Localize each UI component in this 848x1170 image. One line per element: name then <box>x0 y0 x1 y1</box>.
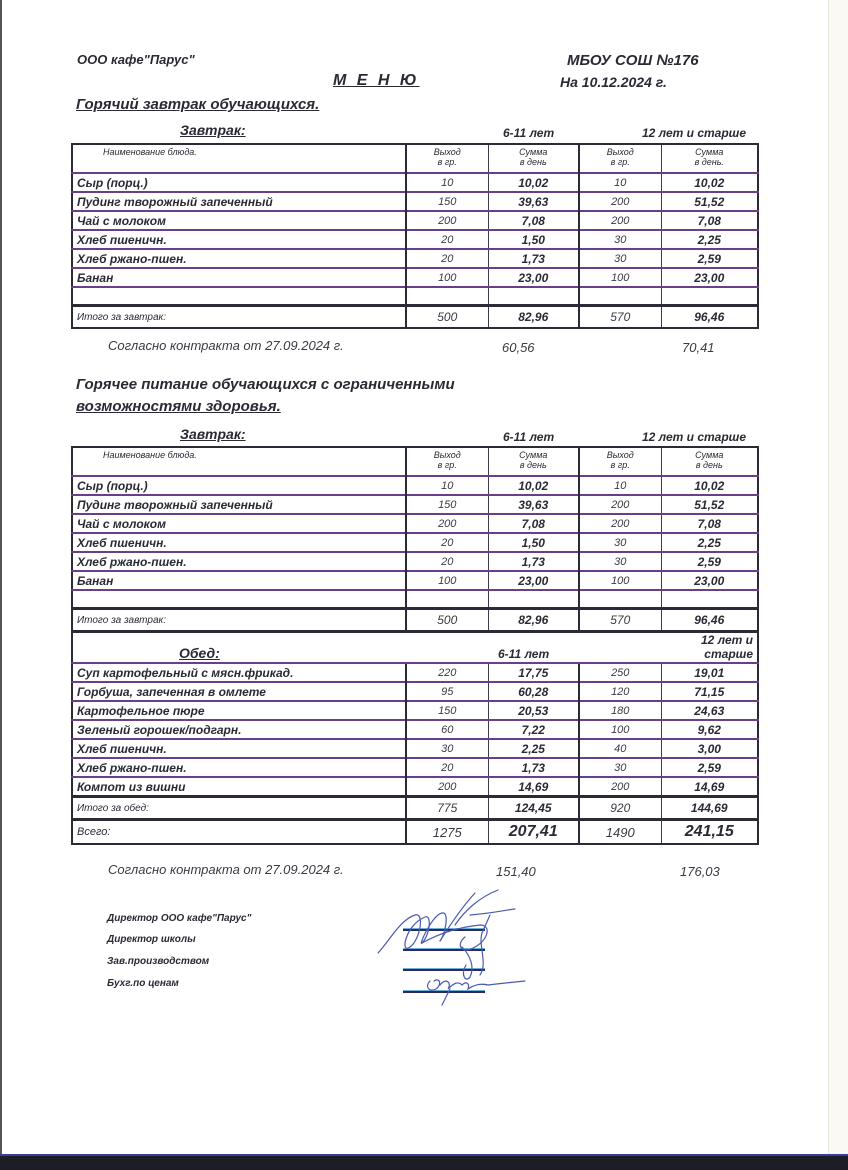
table-row-empty <box>72 287 758 306</box>
col-sum-young: Сумма в день <box>488 144 579 173</box>
age-group-young: 6-11 лет <box>503 126 555 140</box>
table-row: Банан 100 23,00 100 23,00 <box>72 571 758 590</box>
signature-label-production-head: Зав.производством <box>107 956 210 967</box>
table-row: Хлеб ржано-пшен. 20 1,73 30 2,59 <box>72 552 758 571</box>
signature-label-school-director: Директор школы <box>107 934 196 945</box>
page-title: М Е Н Ю <box>333 72 420 89</box>
age-group-older: 12 лет и старше <box>642 126 747 140</box>
total-row: Итого за обед: 775 124,45 920 144,69 <box>72 797 758 820</box>
table-row: Сыр (порц.) 10 10,02 10 10,02 <box>72 476 758 495</box>
table-row: Банан 100 23,00 100 23,00 <box>72 268 758 287</box>
col-yield-young: Выход в гр. <box>406 144 488 173</box>
col-yield-older: Выход в гр. <box>579 144 661 173</box>
contract-value-older: 176,03 <box>680 864 720 879</box>
table-row: Горбуша, запеченная в омлете 95 60,28 120 71,15 <box>72 682 758 701</box>
table-row: Картофельное пюре 150 20,53 180 24,63 <box>72 701 758 720</box>
col-sum-young: Сумма в день <box>488 447 579 476</box>
age-group-older: 12 лет и старше <box>701 633 753 661</box>
menu-date: На 10.12.2024 г. <box>560 74 667 90</box>
contract-note: Согласно контракта от 27.09.2024 г. <box>108 862 344 877</box>
table-header-row <box>72 447 758 476</box>
col-dish-name: Наименование блюда. <box>72 144 406 173</box>
table-row: Пудинг творожный запеченный 150 39,63 200 51,52 <box>72 495 758 514</box>
contract-value-older: 70,41 <box>682 340 715 355</box>
table-row: Зеленый горошек/подгарн. 60 7,22 100 9,62 <box>72 720 758 739</box>
section2-lunch-label: Обед: <box>179 645 220 661</box>
scan-edge-left <box>0 0 2 1155</box>
table-row: Хлеб пшеничн. 30 2,25 40 3,00 <box>72 739 758 758</box>
col-sum-older: Сумма в день. <box>661 144 758 173</box>
age-group-older: 12 лет и старше <box>642 430 747 444</box>
col-sum-older: Сумма в день <box>661 447 758 476</box>
organization-name: ООО кафе"Парус" <box>77 52 195 67</box>
table-row: Хлеб ржано-пшен. 20 1,73 30 2,59 <box>72 249 758 268</box>
table-row: Хлеб пшеничн. 20 1,50 30 2,25 <box>72 533 758 552</box>
table-row: Хлеб пшеничн. 20 1,50 30 2,25 <box>72 230 758 249</box>
section1-title: Горячий завтрак обучающихся. <box>76 96 320 113</box>
col-yield-young: Выход в гр. <box>406 447 488 476</box>
col-yield-older: Выход в гр. <box>579 447 661 476</box>
table-row: Пудинг творожный запеченный 150 39,63 200 51,52 <box>72 192 758 211</box>
handwritten-signature-icon <box>370 885 540 1010</box>
table-row: Суп картофельный с мясн.фрикад. 220 17,75 250 19,01 <box>72 663 758 682</box>
section2-title-line2: возможностями здоровья. <box>76 398 281 415</box>
signature-label-accountant: Бухг.по ценам <box>107 978 179 989</box>
section2-breakfast-label: Завтрак: <box>180 426 246 442</box>
section2-table <box>71 446 759 845</box>
age-group-young: 6-11 лет <box>503 430 555 444</box>
school-name: МБОУ СОШ №176 <box>567 52 699 69</box>
contract-note: Согласно контракта от 27.09.2024 г. <box>108 338 344 353</box>
contract-value-young: 151,40 <box>496 864 536 879</box>
section1-meal-label: Завтрак: <box>180 122 246 138</box>
table-row: Чай с молоком 200 7,08 200 7,08 <box>72 211 758 230</box>
grand-total-row: Всего: 1275 207,41 1490 241,15 <box>72 820 758 845</box>
table-header-row <box>72 144 758 173</box>
table-row: Чай с молоком 200 7,08 200 7,08 <box>72 514 758 533</box>
section2-title-line1: Горячее питание обучающихся с ограниченными <box>76 376 455 393</box>
section1-table <box>71 143 759 329</box>
table-row: Сыр (порц.) 10 10,02 10 10,02 <box>72 173 758 192</box>
age-group-young: 6-11 лет <box>498 647 550 661</box>
total-row: Итого за завтрак: 500 82,96 570 96,46 <box>72 306 758 329</box>
col-dish-name: Наименование блюда. <box>72 447 406 476</box>
signature-label-cafe-director: Директор ООО кафе"Парус" <box>107 913 252 924</box>
table-row-empty <box>72 590 758 609</box>
lunch-header-row <box>72 632 758 664</box>
contract-value-young: 60,56 <box>502 340 535 355</box>
table-row: Компот из вишни 200 14,69 200 14,69 <box>72 777 758 797</box>
table-row: Хлеб ржано-пшен. 20 1,73 30 2,59 <box>72 758 758 777</box>
total-row: Итого за завтрак: 500 82,96 570 96,46 <box>72 609 758 632</box>
scan-edge-right <box>828 0 848 1155</box>
